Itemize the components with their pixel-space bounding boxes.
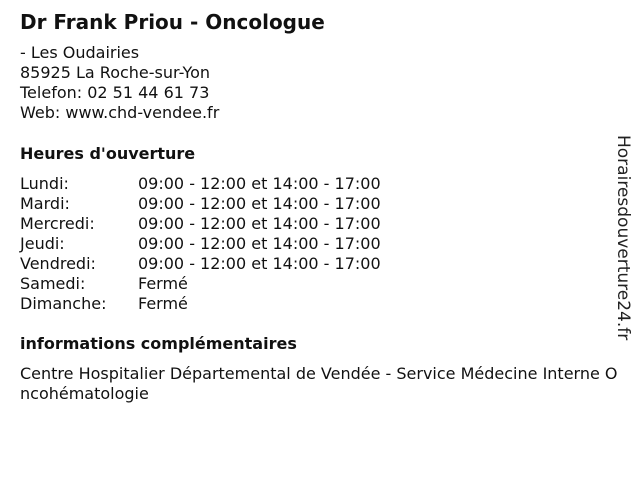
- site-watermark: Horairesdouverture24.fr: [613, 135, 633, 341]
- additional-info-text: Centre Hospitalier Départemental de Vendée - Service Médecine Interne Oncohématologie: [20, 364, 618, 403]
- time-value: 09:00 - 12:00 et 14:00 - 17:00: [138, 174, 381, 193]
- street-address: - Les Oudairies: [20, 43, 140, 62]
- additional-info-heading: informations complémentaires: [20, 334, 297, 353]
- day-label: Dimanche:: [20, 294, 107, 313]
- day-label: Jeudi:: [20, 234, 65, 253]
- day-label: Vendredi:: [20, 254, 96, 273]
- page-title: Dr Frank Priou - Oncologue: [20, 10, 325, 34]
- time-value: 09:00 - 12:00 et 14:00 - 17:00: [138, 234, 381, 253]
- time-value: 09:00 - 12:00 et 14:00 - 17:00: [138, 254, 381, 273]
- opening-hours-heading: Heures d'ouverture: [20, 144, 196, 163]
- day-label: Mardi:: [20, 194, 70, 213]
- day-label: Mercredi:: [20, 214, 95, 233]
- time-value: 09:00 - 12:00 et 14:00 - 17:00: [138, 194, 381, 213]
- website-link: Web: www.chd-vendee.fr: [20, 103, 220, 122]
- time-value: 09:00 - 12:00 et 14:00 - 17:00: [138, 214, 381, 233]
- time-value: Fermé: [138, 274, 188, 293]
- day-label: Lundi:: [20, 174, 69, 193]
- address-block: [20, 43, 219, 123]
- time-value: Fermé: [138, 294, 188, 313]
- phone-number: Telefon: 02 51 44 61 73: [20, 83, 210, 102]
- city-address: 85925 La Roche-sur-Yon: [20, 63, 211, 82]
- day-label: Samedi:: [20, 274, 86, 293]
